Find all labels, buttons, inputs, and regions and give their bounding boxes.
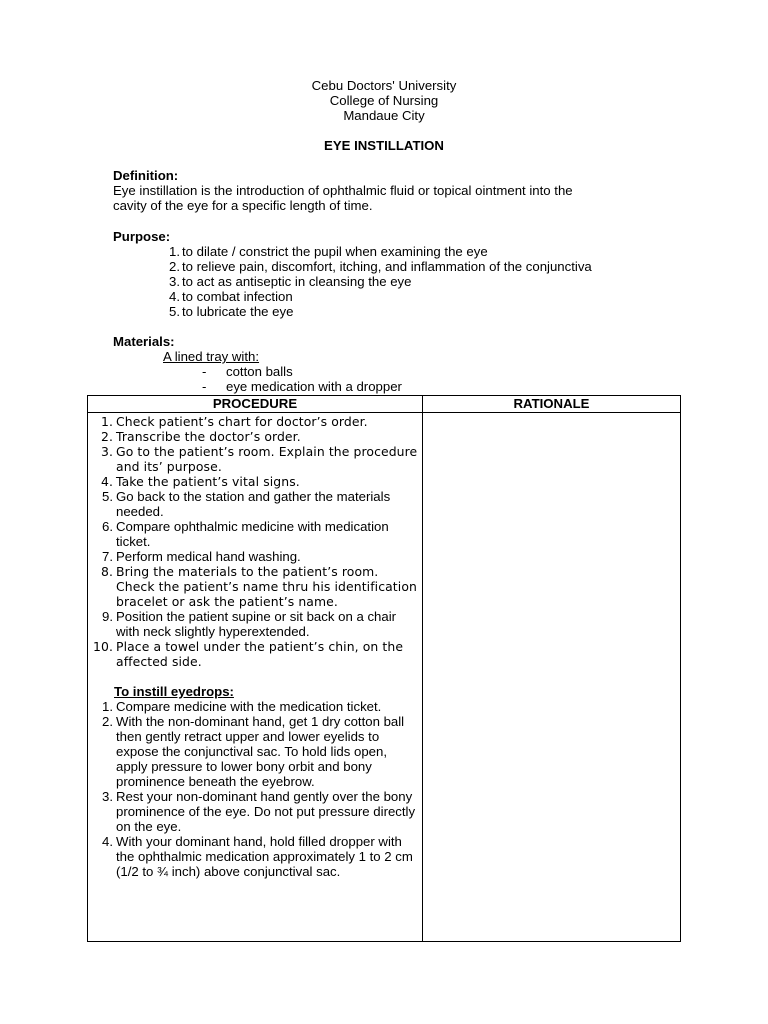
city-name: Mandaue City (343, 108, 425, 123)
procedure-step: 5. Go back to the station and gather the materials needed. (102, 489, 391, 519)
material-item: - cotton balls (202, 364, 293, 379)
purpose-item: 3. to act as antiseptic in cleansing the eye (169, 274, 412, 289)
procedure-column-header: PROCEDURE (88, 396, 423, 413)
eyedrop-step: 1. Compare medicine with the medication ticket. (102, 699, 382, 714)
college-name: College of Nursing (329, 93, 439, 108)
material-item: - eye medication with a dropper (202, 379, 402, 394)
procedure-table (87, 395, 681, 942)
procedure-step: 1. Check patient’s chart for doctor’s order. (100, 414, 368, 429)
procedure-cell (88, 413, 423, 942)
purpose-item: 5. to lubricate the eye (169, 304, 294, 319)
procedure-step: 7. Perform medical hand washing. (102, 549, 301, 564)
procedure-step: 4. Take the patient’s vital signs. (100, 474, 300, 489)
page-title: EYE INSTILLATION (324, 138, 444, 153)
university-name: Cebu Doctors' University (311, 78, 457, 93)
purpose-item: 2. to relieve pain, discomfort, itching, and inflammation of the conjunctiva (169, 259, 592, 274)
procedure-step: 9. Position the patient supine or sit back on a chair with neck slightly hyperextended. (102, 609, 397, 639)
procedure-step: 6. Compare ophthalmic medicine with medication ticket. (102, 519, 389, 549)
procedure-step: 2. Transcribe the doctor’s order. (100, 429, 301, 444)
procedure-step: 8. Bring the materials to the patient’s room. Check the patient’s name thru his identification bracelet or ask the patient’s name. (100, 564, 417, 609)
procedure-step: 10. Place a towel under the patient’s chin, on the affected side. (92, 639, 404, 669)
purpose-item: 1. to dilate / constrict the pupil when examining the eye (169, 244, 488, 259)
definition-text-line2: cavity of the eye for a specific length of time. (113, 198, 373, 213)
rationale-column-header: RATIONALE (423, 396, 681, 413)
rationale-cell (423, 413, 681, 942)
definition-text-line1: Eye instillation is the introduction of ophthalmic fluid or topical ointment into the (113, 183, 573, 198)
purpose-heading: Purpose: (113, 229, 171, 244)
eyedrop-step: 3. Rest your non-dominant hand gently over the bony prominence of the eye. Do not put pressure directly on the eye. (102, 789, 416, 834)
eyedrop-step: 4. With your dominant hand, hold filled dropper with the ophthalmic medication approximately 1 to 2 cm (1/2 to ¾ inch) above conjunctival sac. (102, 834, 413, 879)
materials-heading: Materials: (113, 334, 175, 349)
materials-tray-label: A lined tray with: (163, 349, 260, 364)
definition-heading: Definition: (113, 168, 179, 183)
procedure-step: 3. Go to the patient’s room. Explain the procedure and its’ purpose. (100, 444, 418, 474)
purpose-item: 4. to combat infection (169, 289, 293, 304)
eyedrops-heading: To instill eyedrops: (114, 684, 234, 699)
eyedrop-step: 2. With the non-dominant hand, get 1 dry cotton ball then gently retract upper and lower eyelids to expose the conjunctival sac. To hold lids open, apply pressure to lower bony orbit and bony prominence beneath the eyebrow. (102, 714, 405, 789)
